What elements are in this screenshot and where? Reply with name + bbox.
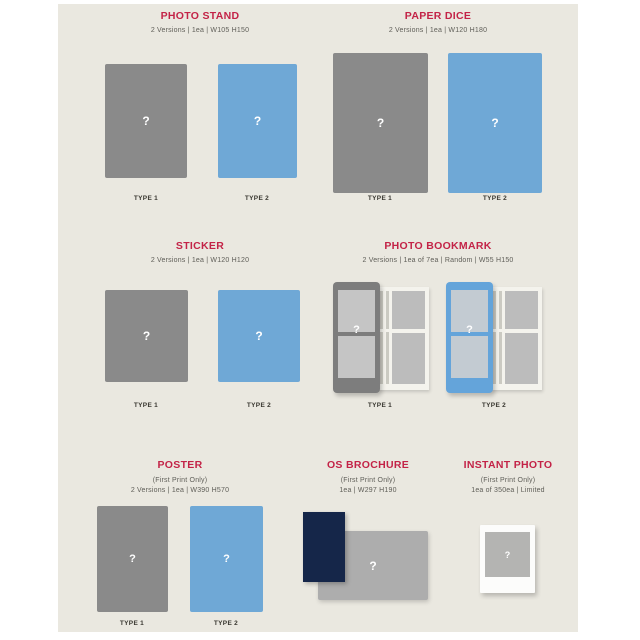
bookmark-stack-panel: [505, 333, 538, 384]
bookmark-stack-gap: [378, 329, 429, 332]
photo-bookmark-type1-stack: [378, 287, 429, 390]
section-specs-poster: 2 Versions | 1ea | W390 H570: [130, 487, 230, 494]
placeholder-question-mark: ?: [491, 116, 499, 130]
section-title-poster: POSTER: [157, 459, 203, 471]
placeholder-question-mark: ?: [129, 553, 136, 565]
placeholder-question-mark: ?: [255, 329, 263, 343]
placeholder-question-mark: ?: [376, 116, 385, 130]
type-label: TYPE 2: [481, 402, 507, 409]
sticker-type2-image: [218, 290, 300, 382]
type-label: TYPE 1: [367, 195, 393, 202]
type-label: TYPE 2: [246, 402, 272, 409]
section-title-os-brochure: OS BROCHURE: [326, 459, 410, 471]
type-label: TYPE 1: [367, 402, 393, 409]
placeholder-question-mark: ?: [353, 324, 360, 336]
paper-dice-type2-image: [448, 53, 542, 193]
placeholder-question-mark: ?: [504, 549, 511, 560]
placeholder-question-mark: ?: [223, 553, 230, 565]
section-specs-instant-photo: 1ea of 350ea | Limited: [471, 487, 545, 494]
bookmark-stack-edge: [380, 291, 383, 384]
bookmark-photo-panel: [338, 336, 375, 378]
bookmark-stack-gap: [491, 329, 542, 332]
type-label: TYPE 1: [133, 402, 159, 409]
photo-bookmark-type1-image: [333, 282, 380, 393]
photo-bookmark-type2-image: [446, 282, 493, 393]
type-label: TYPE 2: [482, 195, 508, 202]
section-title-sticker: STICKER: [175, 240, 225, 252]
section-note-instant-photo: (First Print Only): [480, 477, 536, 484]
placeholder-question-mark: ?: [142, 329, 151, 343]
placeholder-question-mark: ?: [369, 558, 377, 573]
instant-photo-frame: [485, 532, 530, 577]
instant-photo-image: [480, 525, 535, 593]
sticker-type1-image: [105, 290, 188, 382]
section-specs-paper-dice: 2 Versions | 1ea | W120 H180: [388, 27, 488, 34]
placeholder-question-mark: ?: [466, 324, 473, 336]
section-note-os-brochure: (First Print Only): [340, 477, 396, 484]
section-specs-photo-bookmark: 2 Versions | 1ea of 7ea | Random | W55 H150: [362, 257, 514, 264]
paper-dice-type1-image: [333, 53, 428, 193]
photo-stand-type2-image: [218, 64, 297, 178]
section-title-instant-photo: INSTANT PHOTO: [463, 459, 553, 471]
section-title-paper-dice: PAPER DICE: [404, 10, 472, 22]
bookmark-stack-edge: [499, 291, 502, 384]
type-label: TYPE 1: [133, 195, 159, 202]
section-title-photo-stand: PHOTO STAND: [160, 10, 240, 22]
os-brochure-cover-image: [303, 512, 345, 582]
placeholder-question-mark: ?: [142, 114, 150, 128]
section-specs-os-brochure: 1ea | W297 H190: [339, 487, 397, 494]
section-specs-sticker: 2 Versions | 1ea | W120 H120: [150, 257, 250, 264]
photo-stand-type1-image: [105, 64, 187, 178]
bookmark-stack-panel: [505, 291, 538, 329]
placeholder-question-mark: ?: [253, 114, 262, 128]
bookmark-stack-edge: [493, 291, 496, 384]
section-note-poster: (First Print Only): [152, 477, 208, 484]
bookmark-stack-edge: [386, 291, 389, 384]
poster-type2-image: [190, 506, 263, 612]
poster-type1-image: [97, 506, 168, 612]
type-label: TYPE 2: [244, 195, 270, 202]
type-label: TYPE 1: [119, 620, 145, 627]
section-specs-photo-stand: 2 Versions | 1ea | W105 H150: [150, 27, 250, 34]
bookmark-stack-panel: [392, 333, 425, 384]
bookmark-photo-panel: [451, 336, 488, 378]
section-title-photo-bookmark: PHOTO BOOKMARK: [384, 240, 492, 252]
type-label: TYPE 2: [213, 620, 239, 627]
bookmark-stack-panel: [392, 291, 425, 329]
photo-bookmark-type2-stack: [491, 287, 542, 390]
